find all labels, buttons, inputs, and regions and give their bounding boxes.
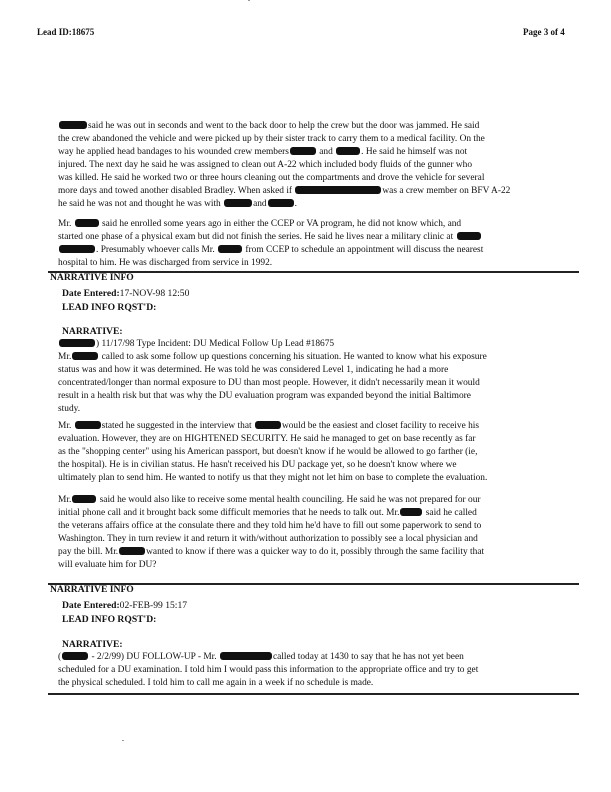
page-number: Page 3 of 4 bbox=[523, 27, 565, 37]
redaction bbox=[72, 352, 98, 360]
narrative-2-paragraph-1: ( - 2/2/99) DU FOLLOW-UP - Mr. called today at 1430 to say that he has not yet been scheduled for a DU examination. I told him I would pass this information to the appropriate office and try to get the physical scheduled. I told him to call me again in a week if no schedule is made. bbox=[58, 652, 479, 688]
redaction bbox=[72, 495, 96, 503]
redaction bbox=[119, 547, 145, 555]
redaction bbox=[336, 147, 360, 155]
date-entered: Date Entered:02-FEB-99 15:17 bbox=[62, 600, 188, 611]
lead-id: Lead ID:18675 bbox=[37, 27, 95, 37]
narrative-1-paragraph-2: Mr. stated he suggested in the interview that would be the easiest and closet facility to receive his evaluation. However, they are on HIGHTENED SECURITY. He said he managed to get on base recently as far as the "shopping center" using his American passport, but doesn't know if he would be allowed to go farther (ie, the hospital). He is in civilian status. He hasn't received his DU package yet, so he doesn't know where we ultimately plan to send him. He wanted to notify us that they might not let him on base to complete the evaluation. bbox=[58, 421, 488, 483]
redaction bbox=[268, 199, 294, 207]
narrative-1-paragraph-1: ) 11/17/98 Type Incident: DU Medical Follow Up Lead #18675 Mr. called to ask some follow up questions concerning his situation. He wanted to know what his exposure status was and how it was determined. He was told he was considered Level 1, indicating he had a more concentrated/longer than normal exposure to DU than most people. However, it didn't necessarily mean it would result in a health risk but that was why the DU evaluation program was expanded beyond the initial Baltimore study. bbox=[58, 339, 487, 414]
redaction bbox=[75, 219, 99, 227]
lead-info-requested: LEAD INFO RQST'D: bbox=[62, 302, 157, 313]
narrative-label: NARRATIVE: bbox=[62, 639, 123, 650]
section-title: NARRATIVE INFO bbox=[50, 584, 134, 595]
redaction bbox=[59, 121, 87, 129]
redaction bbox=[218, 245, 242, 253]
redaction bbox=[400, 508, 422, 516]
scan-mark bbox=[248, 0, 250, 1]
redaction bbox=[457, 232, 481, 240]
redaction bbox=[62, 652, 88, 660]
date-entered: Date Entered:17-NOV-98 12:50 bbox=[62, 288, 190, 299]
continued-paragraph-2: Mr. said he enrolled some years ago in either the CCEP or VA program, he did not know which, and started one phase of a physical exam but did not finish the series. He said he lives near a military clinic at . Presumably whoever calls Mr. from CCEP to schedule an appointment will discuss the nearest hospital to him. He was discharged from service in 1992. bbox=[58, 219, 484, 268]
redaction bbox=[59, 339, 95, 347]
redaction bbox=[220, 652, 272, 660]
lead-info-requested: LEAD INFO RQST'D: bbox=[62, 614, 157, 625]
redaction bbox=[75, 421, 101, 429]
redaction bbox=[290, 147, 316, 155]
continued-paragraph-1: said he was out in seconds and went to the back door to help the crew but the door was jammed. He said the crew abandoned the vehicle and were picked up by their sister track to carry them to a medical facility. On the way he applied head bandages to his wounded crew members and . He said he himself was not injured. The next day he said he was assigned to clean out A-22 which included body fluids of the gunner who was killed. He said he worked two or three hours cleaning out the compartments and drove the vehicle for several more days and towed another disabled Bradley. When asked if was a crew member on BFV A-22 he said he was not and thought he was with and . bbox=[58, 121, 511, 209]
redaction bbox=[224, 199, 252, 207]
section-divider bbox=[48, 693, 579, 695]
redaction bbox=[59, 245, 95, 253]
scan-mark bbox=[122, 740, 124, 741]
narrative-label: NARRATIVE: bbox=[62, 326, 123, 337]
section-title: NARRATIVE INFO bbox=[50, 272, 134, 283]
redaction bbox=[255, 421, 281, 429]
narrative-1-paragraph-3: Mr. said he would also like to receive some mental health counciling. He said he was not prepared for our initial phone call and it brought back some difficult memories that he needs to talk out. Mr. said he called the veterans affairs office at the consulate there and they told him he'd have to fill out some paperwork to send to Washington. They in turn review it and return it with/without authorization to possibly see a local physician and pay the bill. Mr. wanted to know if there was a quicker way to do it, possibly through the same facility that will evaluate him for DU? bbox=[58, 495, 485, 570]
redaction bbox=[295, 186, 381, 194]
